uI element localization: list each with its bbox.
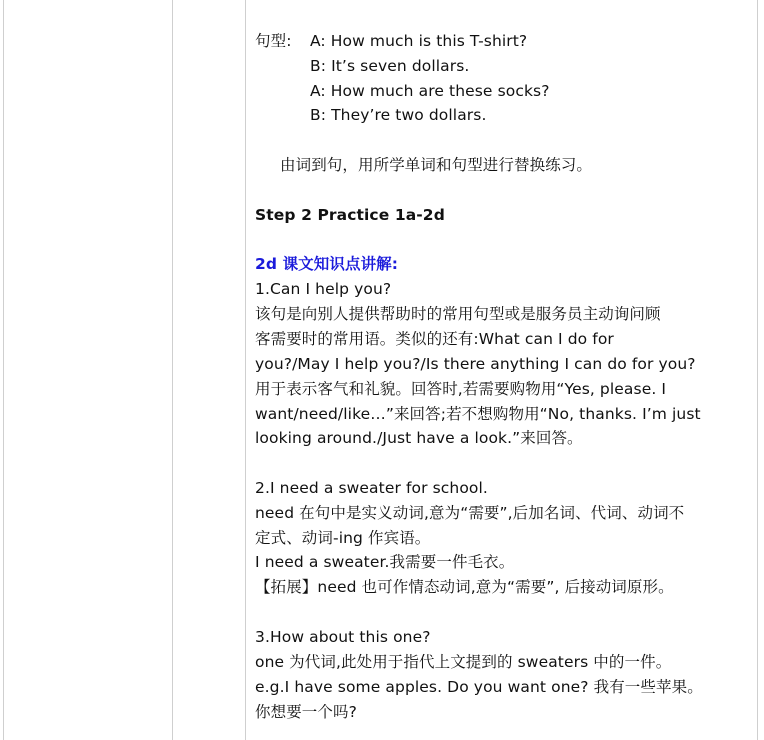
table-border-col1 [172,0,173,740]
point1-line: 客需要时的常用语。类似的还有:What can I do for [255,330,614,348]
point2-line: need 在句中是实义动词,意为“需要”,后加名词、代词、动词不 [255,504,685,522]
section-2d-title: 2d 课文知识点讲解: [255,255,399,273]
point3-line: e.g.I have some apples. Do you want one? 我有一些苹果。 [255,678,703,696]
sentence-pattern-line-3: A: How much are these socks? [310,82,550,100]
point1-line: 该句是向别人提供帮助时的常用句型或是服务员主动询问顾 [255,305,661,323]
point3-title: 3.How about this one? [255,628,431,646]
practice-note: 由词到句，用所学单词和句型进行替换练习。 [280,156,593,174]
point3-line: 你想要一个吗? [255,703,357,721]
point2-line: I need a sweater.我需要一件毛衣。 [255,553,515,571]
step2-title: Step 2 Practice 1a-2d [255,206,445,224]
point3-line: one 为代词,此处用于指代上文提到的 sweaters 中的一件。 [255,653,672,671]
point1-line: you?/May I help you?/Is there anything I can do for you? [255,355,696,373]
table-border-col2 [245,0,246,740]
point1-title: 1.Can I help you? [255,280,392,298]
point2-line: 【拓展】need 也可作情态动词,意为“需要”, 后接动词原形。 [255,578,674,596]
point1-line: looking around./Just have a look.”来回答。 [255,429,583,447]
point2-line: 定式、动词-ing 作宾语。 [255,529,431,547]
sentence-pattern-line-2: B: It’s seven dollars. [310,57,470,75]
sentence-pattern-line-4: B: They’re two dollars. [310,106,487,124]
table-border-left [3,0,4,740]
point1-line: want/need/like…”来回答;若不想购物用“No, thanks. I’m just [255,405,701,423]
point2-title: 2.I need a sweater for school. [255,479,488,497]
table-border-right [757,0,758,740]
point1-line: 用于表示客气和礼貌。回答时,若需要购物用“Yes, please. I [255,380,667,398]
sentence-pattern-label: 句型: [255,32,292,50]
sentence-pattern-line-1: A: How much is this T-shirt? [310,32,528,50]
